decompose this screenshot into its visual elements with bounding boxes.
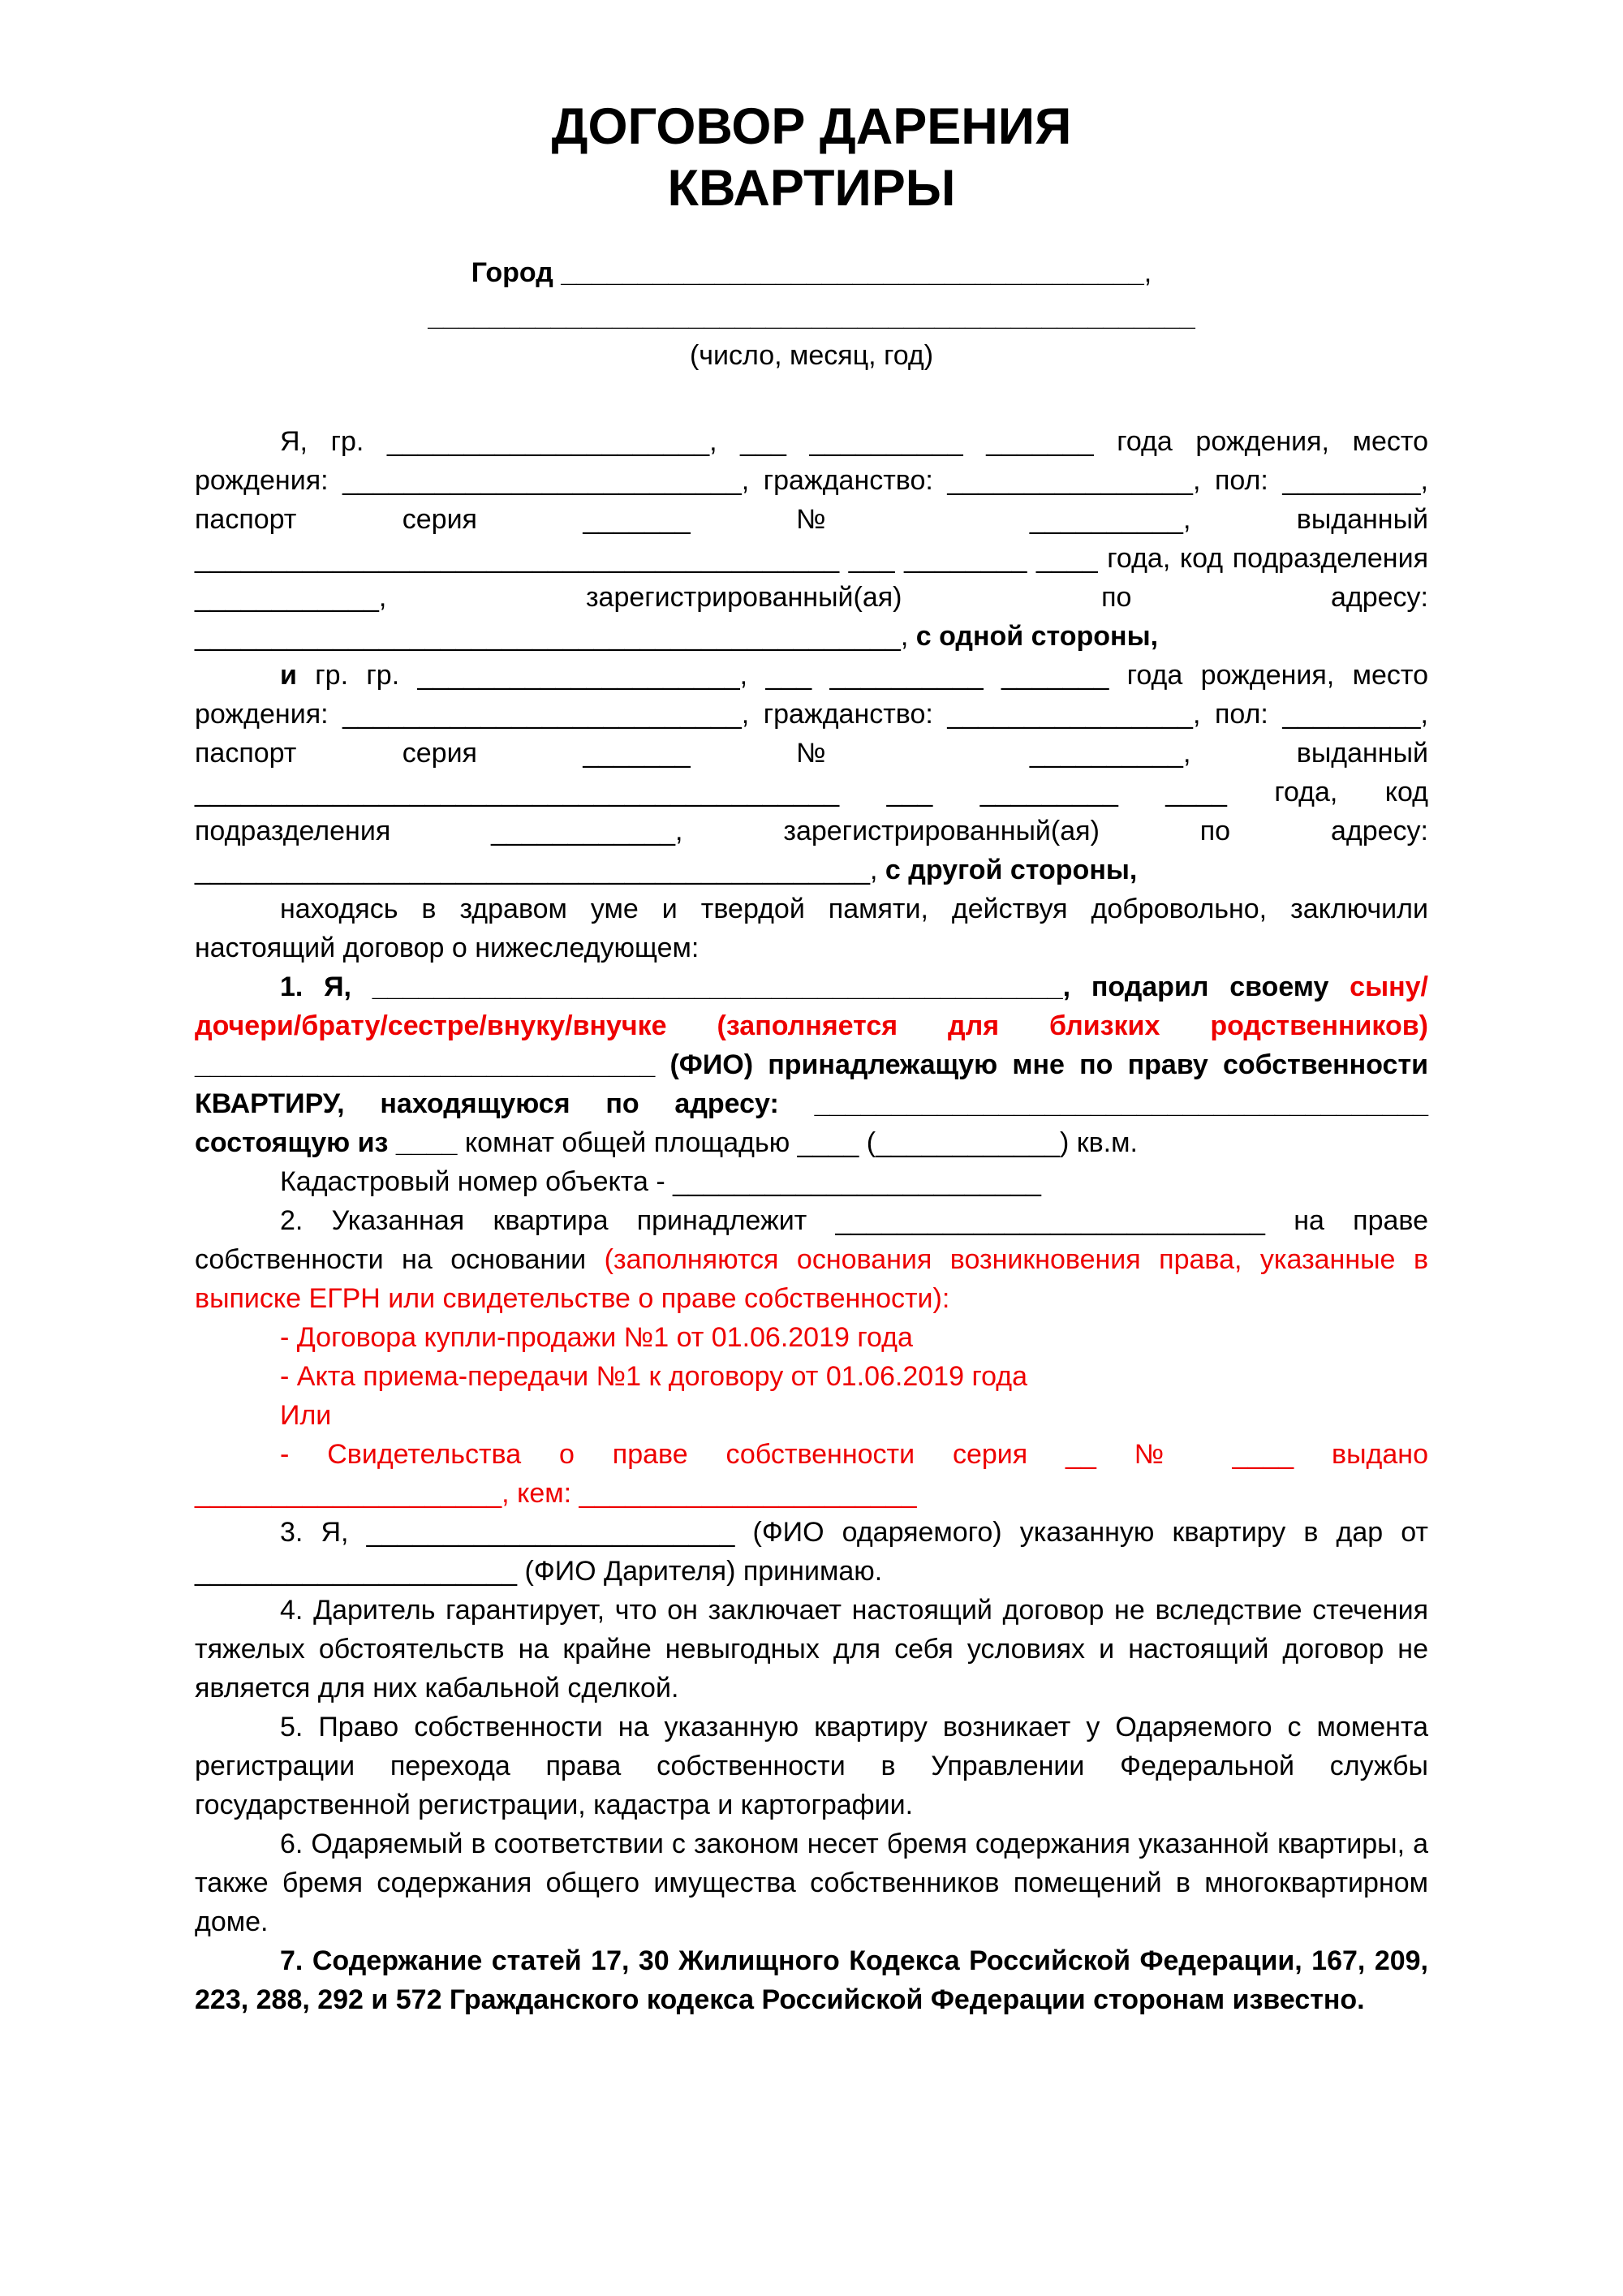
donee-clause xyxy=(195,656,1428,890)
city-label: Город xyxy=(471,257,562,288)
date-line xyxy=(195,297,1428,336)
donor-details-text: Я, гр. _____________________, ___ __________ _______ года рождения, место рождения: __________________________, гражданство: ________________, пол: _________, паспорт серия _______ № __________, выданный __________________________________________ ___ ________ ____ года, код подразделения ____________, зарегистрированный(ая) по адресу: ______________________________________________, xyxy=(195,426,1428,652)
ground-item-purchase-contract: - Договора купли-продажи №1 от 01.06.2019 года xyxy=(280,1322,913,1353)
city-comma: , xyxy=(1143,257,1152,288)
city-line xyxy=(195,253,1428,292)
cadastral-number-line: Кадастровый номер объекта - ________________________ xyxy=(280,1166,1041,1197)
ground-item-ownership-certificate: - Свидетельства о праве собственности серия __ № ____ выдано ____________________, кем: ______________________ xyxy=(195,1439,1428,1509)
donee-lead: и xyxy=(280,660,297,691)
donor-clause xyxy=(195,422,1428,656)
clause-2-ownership xyxy=(195,1201,1428,1318)
clause-1-gift xyxy=(195,967,1428,1162)
ground-item-transfer-act: - Акта приема-передачи №1 к договору от 01.06.2019 года xyxy=(280,1361,1028,1392)
clause-6-maintenance-burden: 6. Одаряемый в соответствии с законом несет бремя содержания указанной квартиры, а также бремя содержания общего имущества собственников помещений в многоквартирном доме. xyxy=(195,1829,1428,1937)
title-line-1: ДОГОВОР ДАРЕНИЯ xyxy=(551,98,1072,155)
clause-4-guarantee: 4. Даритель гарантирует, что он заключает настоящий договор не вследствие стечения тяжелых обстоятельств на крайне невыгодных для себя условиях и настоящий договор не является для них кабальной сделкой. xyxy=(195,1595,1428,1704)
ground-item-or: Или xyxy=(280,1400,332,1431)
clause-1-property-details: ______________________________ (ФИО) принадлежащую мне по праву собственности КВАРТИРУ, находящуюся по адресу: ________________________________________ состоящую из ____ xyxy=(195,1049,1428,1158)
donor-side-label: с одной стороны, xyxy=(915,621,1159,652)
title-line-2: КВАРТИРЫ xyxy=(667,160,956,217)
clause-7-codes-known: 7. Содержание статей 17, 30 Жилищного Кодекса Российской Федерации, 167, 209, 223, 288, 292 и 572 Гражданского кодекса Российской Федерации сторонам известно. xyxy=(195,1945,1428,2015)
clause-3-acceptance: 3. Я, ________________________ (ФИО одаряемого) указанную квартиру в дар от _____________________ (ФИО Дарителя) принимаю. xyxy=(195,1517,1428,1587)
date-blank-field: __________________________________________________ xyxy=(428,301,1195,332)
clause-5-ownership-transfer: 5. Право собственности на указанную квартиру возникает у Одаряемого с момента регистрации перехода права собственности в Управлении Федеральной службы государственной регистрации, кадастра и картографии. xyxy=(195,1712,1428,1820)
clause-1-lead: 1. Я, _____________________________________________, подарил своему xyxy=(280,971,1350,1002)
preamble-clause: находясь в здравом уме и твердой памяти, действуя добровольно, заключили настоящий договор о нижеследующем: xyxy=(195,894,1428,963)
clause-1-area-details: комнат общей площадью ____ (____________) кв.м. xyxy=(464,1127,1138,1158)
donee-details-text: гр. гр. _____________________, ___ __________ _______ года рождения, место рождения: __________________________, гражданство: ________________, пол: _________, паспорт серия _______ № __________, выданный __________________________________________ ___ _________ ____ года, код подразделения ____________, зарегистрированный(ая) по адресу: ____________________________________________, xyxy=(195,660,1428,885)
clause-2-grounds-note: (заполняются основания возникновения права, указанные в выписке ЕГРН или свидетельстве о праве собственности): xyxy=(195,1244,1429,1314)
document-title xyxy=(195,96,1428,219)
city-blank-field: ______________________________________ xyxy=(561,257,1144,288)
clause-1-relatives-note: сыну/дочери/брату/сестре/внуку/внучке (заполняется для близких родственников) xyxy=(195,971,1428,1041)
date-caption: (число, месяц, год) xyxy=(689,340,934,371)
clause-2-text: 2. Указанная квартира принадлежит ____________________________ на праве собственности на основании xyxy=(195,1205,1428,1275)
contract-body xyxy=(195,422,1428,2019)
donee-side-label: с другой стороны, xyxy=(885,855,1138,885)
